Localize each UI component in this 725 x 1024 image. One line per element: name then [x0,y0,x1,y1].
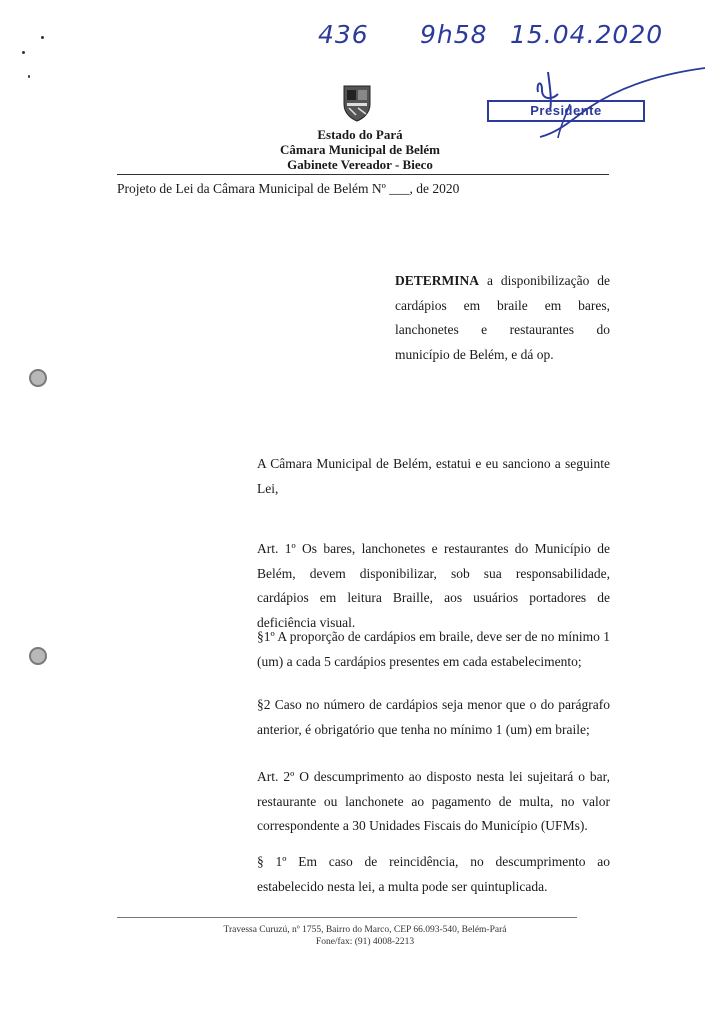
bill-summary-text: a disponibilização de cardápios em braile em bares, lanchonetes e restaurantes do município de Belém, e dá op. [395,273,610,362]
coat-of-arms-icon [342,82,372,122]
header-divider [117,174,609,175]
preamble: A Câmara Municipal de Belém, estatui e eu sanciono a seguinte Lei, [257,456,610,496]
letterhead-state: Estado do Pará [317,127,403,142]
bill-title: Projeto de Lei da Câmara Municipal de Belém Nº ___, de 2020 [117,181,460,196]
footer [180,924,550,948]
footer-phone: Fone/fax: (91) 4008-2213 [315,937,415,947]
article-1: Art. 1º Os bares, lanchonetes e restaurantes do Município de Belém, devem disponibilizar, sob sua responsabilidade, cardápios em leitura Braille, aos usuários portadores de deficiência visual. [257,541,610,630]
handwritten-protocol-number: 436 [318,20,369,49]
bill-summary-keyword: DETERMINA [395,273,480,288]
letterhead [230,127,490,172]
footer-address: Travessa Curuzú, nº 1755, Bairro do Marco, CEP 66.093-540, Belém-Pará [223,925,507,935]
footer-divider [117,917,577,918]
letterhead-chamber: Câmara Municipal de Belém [280,142,440,157]
scan-speck [41,36,44,39]
bill-summary [395,269,610,367]
article-2-paragraph-1: § 1º Em caso de reincidência, no descumprimento ao estabelecido nesta lei, a multa pode ser quintuplicada. [257,854,610,894]
handwritten-time: 9h58 [420,20,488,49]
scan-speck [22,51,25,54]
presidente-stamp: Presidente [487,100,645,122]
letterhead-office: Gabinete Vereador - Bieco [287,157,433,172]
scan-speck [28,75,30,78]
handwritten-date: 15.04.2020 [510,20,664,49]
article-1-paragraph-1: §1º A proporção de cardápios em braile, deve ser de no mínimo 1 (um) a cada 5 cardápios presentes em cada estabelecimento; [257,629,610,669]
binder-hole [29,369,47,387]
article-2: Art. 2º O descumprimento ao disposto nesta lei sujeitará o bar, restaurante ou lanchonete ao pagamento de multa, no valor correspondente a 30 Unidades Fiscais do Município (UFMs). [257,769,610,833]
article-1-paragraph-2: §2 Caso no número de cardápios seja menor que o do parágrafo anterior, é obrigatório que tenha no mínimo 1 (um) em braile; [257,697,610,737]
binder-hole [29,647,47,665]
